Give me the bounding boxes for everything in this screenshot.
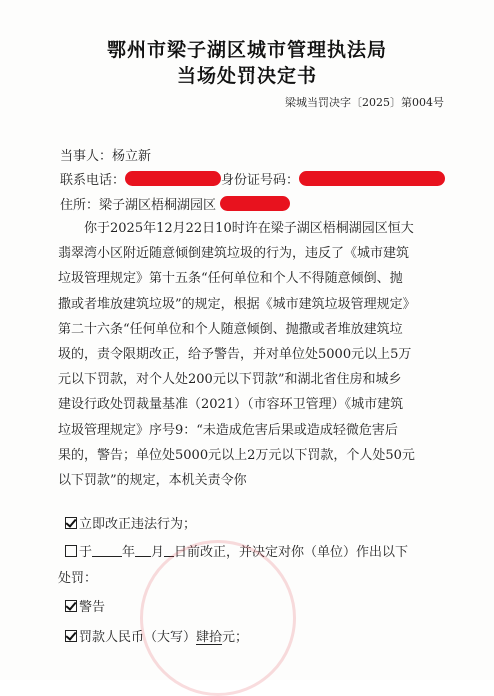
fine-suffix-text: 元；: [222, 630, 249, 645]
body-line: 翡翠湾小区附近随意倾倒建筑垃圾的行为，违反了《城市建筑: [58, 246, 410, 262]
address-label: 住所：: [60, 198, 100, 213]
party-name: 杨立新: [112, 149, 152, 164]
body-line: 垃圾管理规定》第十五条“任何单位和个人不得随意倾倒、抛: [58, 271, 403, 287]
decision-body-paragraph: [58, 216, 448, 493]
option-correct-now: [65, 513, 196, 532]
address-row: [60, 194, 290, 213]
body-line: 你于2025年12月22日10时许在梁子湖区梧桐湖园区恒大: [84, 221, 414, 236]
body-line: 元以下罚款，对个人处200元以下罚款”和湖北省住房和城乡: [58, 372, 402, 388]
option-correct-before: [65, 541, 408, 560]
issuing-authority-title: 鄂州市梁子湖区城市管理执法局: [106, 39, 387, 61]
address-redaction: [220, 196, 290, 211]
year-blank: [92, 544, 122, 557]
option-warning: [65, 596, 105, 615]
party-name-row: [60, 145, 151, 164]
body-line: 圾的，责令限期改正，给予警告，并对单位处5000元以上5万: [58, 347, 412, 363]
fine-amount: 肆拾: [196, 630, 223, 645]
day-blank: [164, 544, 174, 557]
id-number-redaction: [299, 171, 445, 186]
body-line: 撒或者堆放建筑垃圾”的规定，根据《城市建筑垃圾管理规定》: [58, 296, 416, 312]
contact-row: [60, 169, 445, 188]
fine-prefix-text: 罚款人民币（大写）: [79, 630, 197, 645]
month-blank: [135, 544, 151, 557]
document-number: 梁城当罚决字〔2025〕第004号: [285, 96, 444, 109]
phone-redaction: [125, 171, 221, 186]
empty-checkbox-icon: [65, 545, 77, 557]
option-fine: [65, 626, 248, 645]
checked-checkbox-icon: [65, 630, 77, 642]
document-title: 当场处罚决定书: [176, 65, 317, 87]
phone-label: 联系电话：: [60, 173, 126, 188]
body-line: 第二十六条“任何单位和个人随意倾倒、抛撒或者堆放建筑垃: [58, 321, 403, 337]
year-label: 年: [122, 545, 136, 560]
checked-checkbox-icon: [65, 517, 77, 529]
penalty-heading: 处罚：: [58, 571, 98, 586]
option-prefix-text: 于: [79, 545, 93, 560]
party-name-label: 当事人：: [60, 149, 113, 164]
checked-checkbox-icon: [65, 600, 77, 612]
official-seal-stamp: [140, 540, 296, 696]
body-line: 建设行政处罚裁量基准（2021）（市容环卫管理）《城市建筑: [58, 397, 404, 413]
warning-text: 警告: [79, 600, 106, 615]
month-label: 月: [151, 545, 165, 560]
id-number-label: 身份证号码：: [221, 173, 300, 188]
body-line: 以下罚款”的规定，本机关责令你: [58, 473, 247, 489]
option-correct-before-text: 日前改正，并决定对你（单位）作出以下: [174, 545, 409, 560]
body-line: 果的，警告；单位处5000元以上2万元以下罚款，个人处50元: [58, 447, 415, 463]
body-line: 垃圾管理规定》序号9：“未造成危害后果或造成轻微危害后: [58, 422, 398, 438]
option-correct-now-text: 立即改正违法行为；: [79, 517, 197, 532]
address-text: 梁子湖区梧桐湖园区: [99, 198, 217, 213]
